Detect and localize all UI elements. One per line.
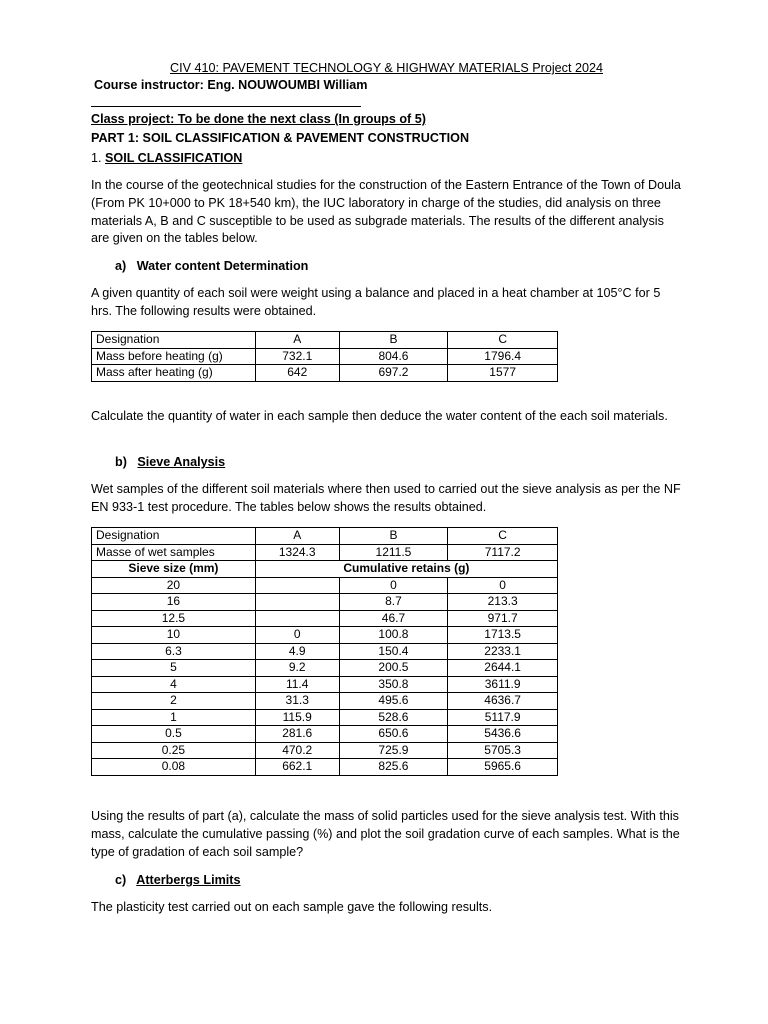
intro-paragraph: In the course of the geotechnical studies for the construction of the Eastern Entrance of the Town of Doula (From PK 10+000 to PK 18+540 km), the IUC laboratory in charge of the studies, did analysis on three materials A, B and C susceptible to be used as subgrade materials. The results of the different analysis are given on the tables below. — [91, 178, 681, 246]
table-cell: 650.6 — [339, 726, 448, 743]
table-cell: 12.5 — [92, 610, 256, 627]
table-cell: 528.6 — [339, 709, 448, 726]
table-cell: 200.5 — [339, 660, 448, 677]
table-cell: 46.7 — [339, 610, 448, 627]
table-cell: 0 — [255, 627, 339, 644]
table-cell: 20 — [92, 577, 256, 594]
sieve-question: Using the results of part (a), calculate the mass of solid particles used for the sieve analysis test. With this mass, calculate the cumulative passing (%) and plot the soil gradation curve of each samples. What is the type of gradation of each soil sample? — [91, 809, 680, 859]
header-cell: B — [339, 528, 448, 545]
table-cell: 6.3 — [92, 643, 256, 660]
sieve-analysis-table — [91, 527, 558, 776]
table-cell: Mass after heating (g) — [92, 365, 256, 382]
table-row — [92, 544, 558, 561]
table-cell: 697.2 — [339, 365, 448, 382]
table-cell — [255, 610, 339, 627]
table-cell: 281.6 — [255, 726, 339, 743]
water-heading — [115, 257, 308, 275]
water-question: Calculate the quantity of water in each sample then deduce the water content of the each soil materials. — [91, 409, 668, 423]
table-row — [92, 726, 558, 743]
table-cell: 1211.5 — [339, 544, 448, 561]
section-heading — [91, 149, 242, 167]
table-cell: 5 — [92, 660, 256, 677]
sieve-label: b) — [115, 455, 127, 469]
table-row — [92, 594, 558, 611]
table-cell: 662.1 — [255, 759, 339, 776]
table-row — [92, 709, 558, 726]
header-cell: C — [448, 528, 558, 545]
water-label: a) — [115, 259, 127, 273]
atterberg-heading — [115, 871, 241, 889]
table-cell: 2233.1 — [448, 643, 558, 660]
table-cell: 16 — [92, 594, 256, 611]
table-cell: 8.7 — [339, 594, 448, 611]
table-cell: 350.8 — [339, 676, 448, 693]
section-title: SOIL CLASSIFICATION — [105, 151, 243, 165]
table-cell: Masse of wet samples — [92, 544, 256, 561]
table-cell: 115.9 — [255, 709, 339, 726]
table-cell: 4.9 — [255, 643, 339, 660]
table-cell: 3611.9 — [448, 676, 558, 693]
header-cell: A — [255, 528, 339, 545]
table-cell: 0.25 — [92, 742, 256, 759]
table-cell: 7117.2 — [448, 544, 558, 561]
table-cell: 732.1 — [255, 348, 339, 365]
table-row — [92, 759, 558, 776]
course-instructor: Course instructor: Eng. NOUWOUMBI William — [94, 78, 368, 92]
header-cell: Designation — [92, 332, 256, 349]
water-title: Water content Determination — [136, 259, 309, 273]
document-title: CIV 410: PAVEMENT TECHNOLOGY & HIGHWAY MATERIALS Project 2024 — [170, 61, 603, 75]
sieve-title: Sieve Analysis — [137, 455, 226, 469]
table-row — [92, 643, 558, 660]
table-row — [92, 348, 558, 365]
water-paragraph: A given quantity of each soil were weight using a balance and placed in a heat chamber at 105°C for 5 hrs. The following results were obtained. — [91, 286, 661, 318]
header-cell: C — [448, 332, 558, 349]
table-header-row — [92, 332, 558, 349]
table-row — [92, 577, 558, 594]
sieve-paragraph: Wet samples of the different soil materials where then used to carried out the sieve analysis as per the NF EN 933-1 test procedure. The tables below shows the results obtained. — [91, 482, 681, 514]
table-subheader-row — [92, 561, 558, 578]
divider — [91, 106, 361, 107]
table-cell — [255, 594, 339, 611]
atterberg-title: Atterbergs Limits — [136, 873, 241, 887]
table-cell: 5117.9 — [448, 709, 558, 726]
table-row — [92, 676, 558, 693]
table-cell: 0.08 — [92, 759, 256, 776]
table-cell: 1796.4 — [448, 348, 558, 365]
table-cell: 642 — [255, 365, 339, 382]
table-header-row — [92, 528, 558, 545]
table-cell: 4636.7 — [448, 693, 558, 710]
table-cell: 1577 — [448, 365, 558, 382]
table-cell: 825.6 — [339, 759, 448, 776]
header-cell: B — [339, 332, 448, 349]
atterberg-label: c) — [115, 873, 127, 887]
table-cell: 725.9 — [339, 742, 448, 759]
section-number: 1. — [91, 151, 102, 165]
table-cell: 0 — [339, 577, 448, 594]
part1-heading: PART 1: SOIL CLASSIFICATION & PAVEMENT CONSTRUCTION — [91, 131, 470, 145]
table-cell: 0 — [448, 577, 558, 594]
table-cell: 804.6 — [339, 348, 448, 365]
table-cell: 5705.3 — [448, 742, 558, 759]
water-content-table — [91, 331, 558, 382]
table-row — [92, 627, 558, 644]
table-cell: 150.4 — [339, 643, 448, 660]
table-cell: 2 — [92, 693, 256, 710]
table-row — [92, 610, 558, 627]
class-project-heading: Class project: To be done the next class (In groups of 5) — [91, 112, 426, 126]
table-cell: 11.4 — [255, 676, 339, 693]
table-cell: 971.7 — [448, 610, 558, 627]
table-cell — [255, 577, 339, 594]
table-cell: 1324.3 — [255, 544, 339, 561]
table-row — [92, 693, 558, 710]
table-row — [92, 660, 558, 677]
table-cell: 4 — [92, 676, 256, 693]
table-row — [92, 365, 558, 382]
atterberg-paragraph: The plasticity test carried out on each sample gave the following results. — [91, 900, 493, 914]
table-cell: 470.2 — [255, 742, 339, 759]
table-cell: 31.3 — [255, 693, 339, 710]
table-cell: 495.6 — [339, 693, 448, 710]
subheader-cell: Cumulative retains (g) — [255, 561, 557, 578]
table-cell: 1 — [92, 709, 256, 726]
table-cell: 5965.6 — [448, 759, 558, 776]
table-cell: 5436.6 — [448, 726, 558, 743]
table-cell: 9.2 — [255, 660, 339, 677]
table-cell: 0.5 — [92, 726, 256, 743]
table-cell: 100.8 — [339, 627, 448, 644]
table-cell: 10 — [92, 627, 256, 644]
table-row — [92, 742, 558, 759]
subheader-cell: Sieve size (mm) — [92, 561, 256, 578]
header-cell: A — [255, 332, 339, 349]
table-cell: 1713.5 — [448, 627, 558, 644]
table-cell: 2644.1 — [448, 660, 558, 677]
header-cell: Designation — [92, 528, 256, 545]
table-cell: Mass before heating (g) — [92, 348, 256, 365]
table-cell: 213.3 — [448, 594, 558, 611]
sieve-heading — [115, 453, 225, 471]
